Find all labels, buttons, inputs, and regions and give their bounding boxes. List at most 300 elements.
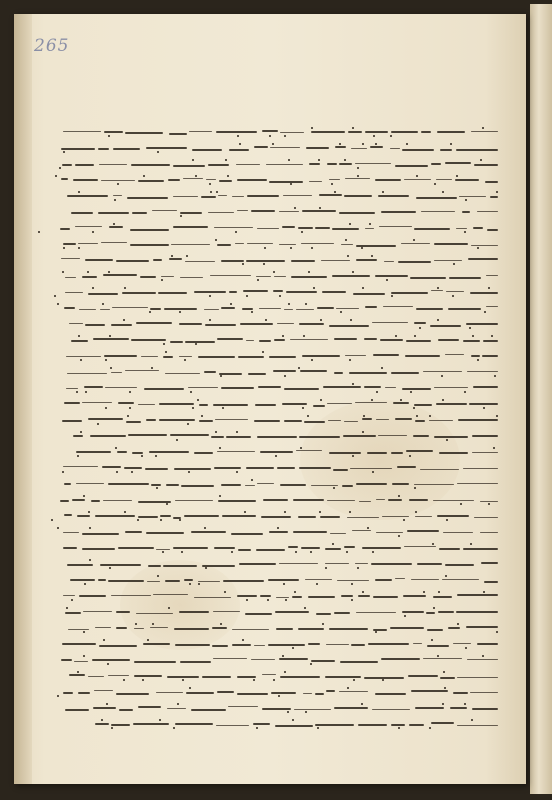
ink-stroke — [229, 149, 250, 151]
ink-stroke — [228, 706, 257, 707]
ink-stroke — [373, 354, 398, 356]
manuscript-line — [60, 496, 498, 504]
ink-stroke — [327, 403, 352, 404]
ink-stroke — [85, 324, 105, 326]
ink-stroke — [325, 548, 342, 550]
ink-dot — [230, 303, 232, 305]
ink-stroke — [202, 565, 235, 567]
ink-stroke — [76, 483, 104, 484]
ink-dot — [275, 455, 277, 457]
ink-dot — [283, 583, 285, 585]
ink-stroke — [320, 516, 341, 518]
ink-dot — [352, 127, 354, 129]
ink-stroke — [456, 228, 467, 229]
ink-stroke — [280, 676, 320, 678]
ink-stroke — [434, 243, 468, 245]
ink-stroke — [180, 277, 204, 278]
ink-stroke — [243, 290, 268, 292]
ink-stroke — [128, 434, 166, 436]
ink-stroke — [116, 260, 149, 262]
manuscript-line — [61, 256, 498, 264]
ink-dot — [437, 287, 439, 289]
ink-dot — [215, 431, 217, 433]
ink-stroke — [485, 181, 498, 183]
ink-stroke — [306, 147, 329, 149]
ink-dot — [450, 143, 452, 145]
ink-stroke — [301, 243, 335, 244]
ink-stroke — [79, 595, 106, 597]
ink-stroke — [434, 387, 468, 388]
ink-stroke — [334, 372, 343, 374]
ink-stroke — [276, 597, 289, 598]
ink-stroke — [95, 627, 111, 628]
ink-dot — [465, 199, 467, 201]
ink-stroke — [134, 675, 162, 677]
ink-stroke — [382, 516, 409, 517]
ink-dot — [176, 439, 178, 441]
ink-stroke — [180, 212, 202, 214]
ink-stroke — [397, 466, 416, 468]
ink-stroke — [459, 196, 486, 197]
ink-stroke — [63, 532, 79, 533]
ink-dot — [361, 703, 363, 705]
ink-stroke — [276, 628, 293, 630]
ink-stroke — [213, 404, 248, 406]
manuscript-line — [63, 464, 498, 472]
ink-stroke — [365, 228, 373, 229]
ink-dot — [349, 511, 351, 513]
ink-dot — [311, 247, 313, 249]
ink-dot — [89, 527, 91, 529]
ink-stroke — [423, 371, 462, 372]
ink-dot — [471, 719, 473, 721]
ink-stroke — [466, 626, 498, 628]
ink-stroke — [185, 341, 214, 343]
ink-stroke — [403, 595, 426, 597]
ink-stroke — [100, 309, 109, 310]
ink-stroke — [215, 419, 248, 420]
ink-stroke — [328, 420, 341, 421]
ink-dot — [231, 551, 233, 553]
ink-dot — [78, 335, 80, 337]
ink-dot — [246, 295, 248, 297]
ink-dot — [57, 695, 59, 697]
ink-dot — [464, 391, 466, 393]
ink-stroke — [116, 611, 130, 613]
ink-stroke — [381, 658, 420, 660]
ink-stroke — [169, 133, 186, 135]
ink-stroke — [443, 532, 473, 533]
ink-dot — [363, 415, 365, 417]
ink-stroke — [325, 676, 361, 678]
ink-stroke — [457, 483, 498, 484]
ink-dot — [166, 503, 168, 505]
ink-stroke — [442, 579, 479, 580]
ink-dot — [371, 255, 373, 257]
ink-stroke — [179, 611, 209, 613]
ink-dot — [433, 607, 435, 609]
ink-stroke — [416, 308, 443, 310]
ink-dot — [160, 519, 162, 521]
ink-stroke — [246, 260, 284, 262]
ink-stroke — [448, 308, 481, 310]
ink-dot — [135, 623, 137, 625]
ink-dot — [373, 135, 375, 137]
ink-stroke — [358, 595, 371, 597]
ink-stroke — [146, 532, 184, 534]
ink-stroke — [311, 131, 345, 133]
ink-stroke — [415, 516, 432, 517]
ink-stroke — [490, 196, 498, 198]
ink-dot — [143, 175, 145, 177]
manuscript-line — [64, 304, 498, 312]
manuscript-line — [62, 592, 498, 600]
ink-dot — [83, 495, 85, 497]
ink-dot — [442, 703, 444, 705]
ink-stroke — [158, 292, 187, 294]
ink-dot — [184, 359, 186, 361]
ink-stroke — [329, 628, 369, 630]
ink-dot — [413, 239, 415, 241]
ink-stroke — [212, 645, 228, 647]
ink-dot — [242, 263, 244, 265]
ink-dot — [263, 263, 265, 265]
ink-stroke — [329, 179, 340, 180]
ink-dot — [311, 359, 313, 361]
ink-dot — [173, 727, 175, 729]
ink-stroke — [466, 323, 498, 325]
ink-dot — [362, 591, 364, 593]
ink-stroke — [256, 549, 285, 551]
ink-dot — [265, 319, 267, 321]
ink-dot — [353, 679, 355, 681]
ink-stroke — [93, 707, 116, 709]
ink-stroke — [173, 165, 206, 167]
ink-stroke — [194, 291, 226, 293]
ink-dot — [180, 215, 182, 217]
ink-dot — [290, 183, 292, 185]
ink-dot — [127, 415, 129, 417]
ink-dot — [62, 471, 64, 473]
ink-dot — [110, 367, 112, 369]
ink-dot — [235, 231, 237, 233]
ink-stroke — [63, 547, 77, 549]
ink-dot — [157, 575, 159, 577]
ink-stroke — [384, 261, 394, 262]
ink-dot — [437, 319, 439, 321]
ink-dot — [305, 303, 307, 305]
ink-dot — [419, 327, 421, 329]
ink-dot — [273, 271, 275, 273]
ink-dot — [415, 511, 417, 513]
ink-dot — [319, 511, 321, 513]
ink-stroke — [219, 180, 232, 182]
ink-dot — [188, 471, 190, 473]
ink-dot — [386, 279, 388, 281]
ink-dot — [460, 503, 462, 505]
ink-stroke — [175, 500, 213, 501]
ink-stroke — [434, 260, 462, 261]
ink-dot — [284, 671, 286, 673]
ink-stroke — [340, 661, 378, 663]
ink-stroke — [402, 611, 424, 613]
ink-stroke — [100, 564, 141, 566]
manuscript-line — [63, 528, 498, 536]
ink-stroke — [170, 341, 182, 343]
ink-dot — [409, 455, 411, 457]
ink-stroke — [223, 580, 264, 582]
ink-stroke — [345, 178, 370, 179]
ink-dot — [97, 423, 99, 425]
manuscript-line — [62, 160, 498, 168]
ink-stroke — [416, 197, 457, 199]
ink-stroke — [206, 179, 216, 180]
ink-stroke — [472, 435, 498, 437]
ink-stroke — [104, 355, 137, 357]
ink-dot — [190, 391, 192, 393]
ink-stroke — [469, 403, 498, 405]
ink-stroke — [355, 163, 391, 164]
ink-stroke — [68, 629, 89, 630]
ink-stroke — [159, 403, 194, 405]
ink-dot — [161, 279, 163, 281]
ink-stroke — [375, 579, 393, 581]
ink-dot — [477, 359, 479, 361]
manuscript-line — [60, 224, 498, 232]
ink-dot — [301, 231, 303, 233]
ink-stroke — [362, 547, 401, 549]
ink-stroke — [486, 306, 498, 307]
ink-stroke — [217, 691, 235, 693]
ink-stroke — [170, 434, 209, 436]
ink-stroke — [274, 276, 286, 277]
ink-dot — [414, 335, 416, 337]
ink-stroke — [63, 131, 101, 132]
ink-dot — [414, 487, 416, 489]
ink-dot — [225, 159, 227, 161]
ink-stroke — [269, 531, 288, 533]
ink-stroke — [146, 419, 156, 421]
ink-stroke — [169, 258, 182, 260]
ink-dot — [63, 151, 65, 153]
ink-stroke — [98, 212, 128, 214]
ink-stroke — [217, 244, 231, 246]
ink-stroke — [143, 643, 170, 645]
ink-stroke — [61, 258, 80, 259]
ink-dot — [470, 543, 472, 545]
ink-stroke — [202, 676, 231, 678]
ink-dot — [410, 391, 412, 393]
ink-stroke — [414, 228, 449, 230]
ink-stroke — [131, 339, 166, 341]
ink-stroke — [125, 132, 162, 134]
ink-stroke — [118, 547, 154, 549]
ink-dot — [302, 407, 304, 409]
ink-dot — [347, 687, 349, 689]
ink-stroke — [61, 659, 71, 661]
ink-stroke — [315, 693, 324, 695]
ink-stroke — [311, 660, 335, 662]
ink-stroke — [371, 563, 412, 565]
ink-stroke — [309, 181, 323, 182]
ink-dot — [269, 135, 271, 137]
ink-stroke — [367, 452, 387, 454]
ink-dot — [300, 447, 302, 449]
ink-stroke — [334, 612, 349, 614]
ink-dot — [369, 223, 371, 225]
ink-stroke — [391, 724, 405, 726]
ink-stroke — [138, 404, 155, 405]
ink-stroke — [78, 692, 89, 694]
ink-stroke — [327, 500, 355, 501]
manuscript-line — [66, 448, 498, 456]
ink-stroke — [406, 340, 431, 342]
ink-dot — [382, 679, 384, 681]
ink-dot — [220, 375, 222, 377]
ink-stroke — [179, 323, 202, 325]
ink-stroke — [291, 276, 327, 278]
manuscript-line — [65, 336, 498, 344]
ink-dot — [165, 351, 167, 353]
ink-stroke — [445, 354, 464, 355]
ink-dot — [239, 143, 241, 145]
ink-stroke — [472, 708, 498, 710]
ink-stroke — [61, 148, 95, 150]
ink-stroke — [259, 308, 281, 309]
ink-dot — [457, 623, 459, 625]
ink-stroke — [175, 723, 213, 725]
ink-dot — [220, 623, 222, 625]
ink-stroke — [78, 243, 98, 244]
ink-stroke — [204, 371, 216, 373]
ink-stroke — [480, 532, 498, 533]
ink-dot — [347, 255, 349, 257]
ink-dot — [352, 271, 354, 273]
ink-stroke — [311, 485, 338, 486]
ink-dot — [434, 183, 436, 185]
ink-stroke — [148, 565, 161, 567]
ink-stroke — [275, 725, 313, 727]
ink-dot — [117, 183, 119, 185]
ink-dot — [51, 519, 53, 521]
ink-stroke — [349, 372, 387, 374]
manuscript-line — [63, 240, 498, 248]
ink-stroke — [108, 580, 144, 582]
ink-stroke — [216, 131, 256, 133]
folio-number: 265 — [34, 36, 70, 56]
ink-stroke — [383, 306, 413, 307]
ink-dot — [295, 551, 297, 553]
ink-stroke — [93, 338, 129, 340]
ink-stroke — [455, 179, 478, 181]
ink-stroke — [221, 387, 255, 389]
ink-dot — [432, 543, 434, 545]
ink-stroke — [75, 226, 102, 227]
ink-dot — [284, 375, 286, 377]
ink-stroke — [64, 514, 72, 516]
ink-dot — [429, 415, 431, 417]
ink-dot — [192, 407, 194, 409]
ink-stroke — [199, 404, 208, 406]
ink-stroke — [463, 548, 499, 550]
ink-dot — [431, 639, 433, 641]
ink-dot — [482, 655, 484, 657]
ink-stroke — [393, 402, 409, 404]
ink-stroke — [65, 612, 81, 614]
ink-stroke — [189, 131, 212, 132]
ink-stroke — [103, 274, 137, 276]
ink-stroke — [380, 339, 403, 341]
ink-stroke — [125, 370, 159, 371]
ink-dot — [483, 407, 485, 409]
ink-dot — [304, 607, 306, 609]
ink-stroke — [179, 356, 192, 357]
ink-stroke — [284, 388, 319, 390]
ink-stroke — [299, 436, 340, 438]
ink-stroke — [256, 276, 271, 277]
ink-stroke — [448, 627, 460, 629]
ink-stroke — [356, 483, 388, 485]
ink-dot — [488, 287, 490, 289]
ink-dot — [278, 695, 280, 697]
ink-stroke — [255, 404, 277, 406]
ink-stroke — [279, 563, 318, 564]
ink-stroke — [98, 148, 109, 150]
ink-dot — [445, 575, 447, 577]
ink-stroke — [75, 164, 94, 166]
ink-dot — [257, 279, 259, 281]
ink-stroke — [112, 307, 148, 308]
ink-dot — [308, 271, 310, 273]
ink-stroke — [124, 467, 143, 469]
ink-stroke — [151, 484, 161, 486]
ink-dot — [101, 719, 103, 721]
ink-stroke — [62, 643, 96, 645]
ink-stroke — [231, 533, 264, 535]
ink-dot — [181, 551, 183, 553]
ink-stroke — [66, 356, 101, 357]
ink-stroke — [426, 612, 435, 614]
ink-stroke — [472, 452, 498, 453]
ink-dot — [113, 223, 115, 225]
ink-stroke — [293, 499, 325, 501]
ink-stroke — [300, 370, 327, 372]
ink-stroke — [329, 452, 362, 454]
ink-stroke — [111, 724, 129, 726]
ink-stroke — [232, 629, 269, 630]
ink-stroke — [229, 291, 237, 293]
ink-dot — [403, 519, 405, 521]
ink-stroke — [286, 291, 318, 293]
ink-stroke — [484, 581, 498, 583]
ink-dot — [333, 487, 335, 489]
manuscript-line — [65, 624, 498, 632]
ink-stroke — [337, 580, 369, 581]
ink-stroke — [395, 165, 428, 167]
ink-dot — [483, 591, 485, 593]
ink-stroke — [392, 483, 409, 485]
ink-stroke — [254, 420, 280, 422]
ink-stroke — [132, 212, 147, 214]
ink-stroke — [376, 499, 385, 500]
ink-stroke — [339, 163, 353, 165]
ink-stroke — [482, 355, 498, 357]
ink-dot — [305, 711, 307, 713]
ink-stroke — [296, 450, 322, 451]
ink-stroke — [153, 259, 163, 261]
ink-dot — [292, 647, 294, 649]
ink-dot — [182, 679, 184, 681]
